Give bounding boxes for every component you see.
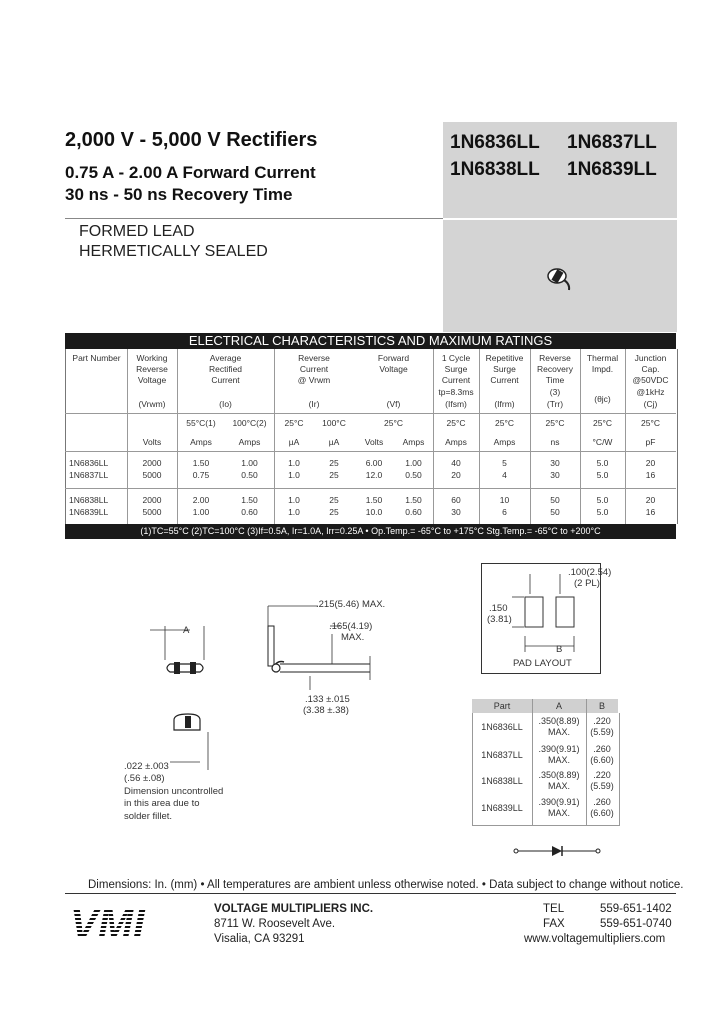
diode-package-icon [540, 262, 580, 294]
cond: 25°C [495, 418, 514, 428]
website-link[interactable]: www.voltagemultipliers.com [524, 933, 666, 945]
col-header: Surge [444, 364, 468, 374]
col-header: Current [299, 364, 329, 374]
part-table-b: .220 [593, 770, 611, 780]
col-header: Cap. [641, 364, 660, 374]
table-cell: 5.0 [596, 458, 609, 468]
note-line-3: solder fillet. [124, 811, 173, 822]
dim-a-label: A [183, 625, 190, 636]
subtitle-current: 0.75 A - 2.00 A Forward Current [65, 163, 316, 182]
part-table-a-max: MAX. [547, 755, 570, 765]
table-cell: 2.00 [192, 495, 210, 505]
col-header: @50VDC [632, 375, 669, 385]
vmi-logo [68, 902, 204, 942]
cond: 25°C [641, 418, 660, 428]
col-header: Working [136, 353, 168, 363]
part-table-b: .260 [593, 744, 611, 754]
table-cell: 5000 [142, 507, 162, 517]
table-cell: 30 [550, 458, 560, 468]
unit: µA [328, 437, 340, 447]
pad-2pl-label: (2 PL) [574, 578, 600, 589]
table-cell: 10 [499, 495, 510, 505]
part-table-b-mm: (6.60) [590, 755, 614, 765]
part-number-2: 1N6837LL [567, 132, 657, 153]
dim-215-label: .215(5.46) MAX. [316, 599, 386, 610]
col-header: Rectified [208, 364, 243, 374]
table-cell: 16 [645, 470, 656, 480]
table-cell: 5.0 [596, 495, 609, 505]
table-cell: 1.50 [405, 495, 422, 505]
unit: Amps [402, 437, 425, 447]
cond: 25°C [384, 418, 403, 428]
table-cell: 16 [645, 507, 656, 517]
cond: 25°C [593, 418, 612, 428]
unit: Amps [190, 437, 212, 447]
note-line-2: in this area due to [124, 798, 200, 809]
col-header: Voltage [137, 375, 167, 385]
table-cell: 5000 [142, 470, 162, 480]
unit: Amps [238, 437, 261, 447]
fax-number: 559-651-0740 [600, 918, 672, 930]
part-number-1: 1N6836LL [450, 132, 540, 153]
pad-381-label: (3.81) [487, 614, 512, 625]
table-cell: 25 [329, 507, 339, 517]
table-cell: 5 [502, 458, 507, 468]
table-title: ELECTRICAL CHARACTERISTICS AND MAXIMUM RATINGS [65, 333, 676, 349]
unit: Amps [493, 437, 516, 447]
cond: 25°C [284, 418, 304, 428]
part-table-b-mm: (5.59) [590, 727, 614, 737]
table-cell: 20 [451, 470, 461, 480]
note-line-1: Dimension uncontrolled [124, 786, 224, 797]
cond: 100°C [322, 418, 346, 428]
col-header: Average [209, 353, 242, 363]
table-footnote: (1)TC=55°C (2)TC=100°C (3)If=0.5A, Ir=1.0A, Irr=0.25A • Op.Temp.= -65°C to +175°C Stg.Temp.= -65°C to +200°C [65, 524, 676, 539]
part-table-a: .350(8.89) [538, 770, 580, 780]
part-table-a-max: MAX. [547, 781, 570, 791]
dim-133-label: .133 ±.015 [305, 694, 350, 705]
diode-band-right [190, 662, 196, 674]
vmi-logo-text: VMI [70, 902, 145, 942]
tel-label: TEL [543, 903, 565, 915]
col-header: Reverse [539, 353, 571, 363]
part-table-header-b: B [598, 701, 605, 711]
unit: Volts [142, 437, 162, 447]
feature-formed-lead: FORMED LEAD [79, 223, 195, 240]
col-header: Recovery [537, 364, 573, 374]
table-cell: 1.00 [192, 507, 210, 517]
table-row-part: 1N6839LL [69, 507, 109, 517]
col-header: (Vrwm) [138, 399, 166, 409]
dim-133-mm-label: (3.38 ±.38) [303, 705, 349, 716]
table-cell: 1.0 [288, 458, 300, 468]
table-cell: 50 [550, 495, 560, 505]
cond: 55°C(1) [186, 418, 216, 428]
diode-symbol-icon [512, 843, 602, 859]
table-cell: 1.0 [288, 507, 300, 517]
pad-right [556, 597, 574, 627]
feature-hermetic: HERMETICALLY SEALED [79, 243, 268, 260]
table-cell: 1.0 [288, 495, 300, 505]
lead-end [272, 664, 280, 672]
table-row-part: 1N6838LL [69, 495, 109, 505]
col-header: Voltage [379, 364, 408, 374]
unit: Volts [364, 437, 384, 447]
table-cell: 0.60 [241, 507, 258, 517]
unit: µA [288, 437, 300, 447]
table-cell: 40 [451, 458, 461, 468]
col-header: (Io) [219, 399, 232, 409]
part-table-b-mm: (5.59) [590, 781, 614, 791]
row-sep [65, 451, 676, 452]
dim-022-label: .022 ±.003 [124, 761, 169, 772]
part-table-part: 1N6839LL [481, 803, 523, 813]
lead-body [268, 626, 274, 666]
table-cell: 2000 [142, 458, 162, 468]
table-cell: 0.50 [241, 470, 258, 480]
footer-note: Dimensions: In. (mm) • All temperatures are ambient unless otherwise noted. • Data subject to change without notice. [88, 879, 684, 891]
table-cell: 0.75 [192, 470, 210, 480]
col-header-part: Part Number [72, 353, 121, 363]
row-sep [65, 413, 676, 414]
part-table-b: .220 [593, 716, 611, 726]
part-table-header-a: A [555, 701, 562, 711]
tel-number: 559-651-1402 [600, 903, 672, 915]
cond: 100°C(2) [232, 418, 267, 428]
table-row-part: 1N6836LL [69, 458, 109, 468]
part-table-a: .350(8.89) [538, 716, 580, 726]
col-header: Forward [377, 353, 410, 363]
table-cell: 1.0 [288, 470, 300, 480]
unit: pF [645, 437, 656, 447]
table-cell: 25 [329, 470, 339, 480]
company-address-2: Visalia, CA 93291 [214, 933, 305, 945]
company-address-1: 8711 W. Roosevelt Ave. [214, 918, 336, 930]
col-header: Surge [493, 364, 516, 374]
unit: °C/W [592, 437, 613, 447]
col-header: @ Vrwm [297, 375, 331, 385]
part-table-b-mm: (6.60) [590, 808, 614, 818]
col-header: (Vf) [386, 399, 401, 409]
part-table-part: 1N6836LL [481, 722, 523, 732]
table-cell: 60 [451, 495, 461, 505]
row-sep [65, 488, 676, 489]
col-header: 1 Cycle [441, 353, 471, 363]
table-cell: 5.0 [596, 470, 609, 480]
table-cell: 10.0 [365, 507, 383, 517]
col-header: Current [490, 375, 519, 385]
cond: 25°C [446, 418, 466, 428]
part-table-part: 1N6837LL [481, 750, 523, 760]
col-header: (θjc) [594, 394, 611, 404]
page-title: 2,000 V - 5,000 V Rectifiers [65, 129, 318, 151]
table-cell: 2000 [142, 495, 162, 505]
unit: ns [550, 437, 560, 447]
col-header: (Ifsm) [445, 399, 467, 409]
table-cell: 1.00 [405, 458, 422, 468]
company-name: VOLTAGE MULTIPLIERS INC. [214, 903, 374, 915]
col-header: Time [545, 375, 565, 385]
part-table-header-part: Part [493, 701, 511, 711]
outline-drawing [100, 590, 430, 790]
table-cell: 20 [645, 495, 656, 505]
col-header: Reverse [136, 364, 168, 374]
col-header: tp=8.3ms [438, 387, 474, 397]
col-header: Current [211, 375, 240, 385]
col-header: Junction [634, 353, 667, 363]
col-header: (3) [549, 387, 561, 397]
table-cell: 25 [329, 458, 339, 468]
table-cell: 20 [645, 458, 656, 468]
table-cell: 1.50 [241, 495, 258, 505]
pad-100-label: .100(2.54) [568, 567, 612, 578]
col-header: Repetitive [485, 353, 524, 363]
part-table-part: 1N6838LL [481, 776, 523, 786]
part-table-a-max: MAX. [547, 808, 570, 818]
part-table-a: .390(9.91) [538, 744, 580, 754]
table-cell: 4 [502, 470, 507, 480]
subtitle-recovery: 30 ns - 50 ns Recovery Time [65, 185, 293, 204]
col-header: (Ifrm) [494, 399, 515, 409]
part-table-a-max: MAX. [547, 727, 570, 737]
table-cell: 25 [329, 495, 339, 505]
table-cell: 1.50 [192, 458, 210, 468]
header-rule [65, 218, 443, 219]
part-number-4: 1N6839LL [567, 159, 657, 180]
dim-165-label: .165(4.19) [329, 621, 373, 632]
pad-150-label: .150 [489, 603, 508, 614]
table-cell: 1.00 [241, 458, 258, 468]
pad-left [525, 597, 543, 627]
part-panel-divider [443, 218, 677, 220]
fax-label: FAX [543, 918, 565, 930]
table-cell: 50 [550, 507, 560, 517]
diode-cathode-band [174, 662, 180, 674]
table-cell: 6 [502, 507, 507, 517]
part-number-3: 1N6838LL [450, 159, 540, 180]
col-header: (Cj) [643, 399, 658, 409]
table-cell: 6.00 [365, 458, 383, 468]
table-cell: 0.60 [405, 507, 422, 517]
footer-rule [65, 893, 676, 894]
cond: 25°C [545, 418, 565, 428]
diode-lower-band [185, 716, 191, 728]
dim-022-mm-label: (.56 ±.08) [124, 773, 165, 784]
col-header: (Trr) [546, 399, 564, 409]
col-header: Thermal [586, 353, 619, 363]
col-header: Impd. [591, 364, 614, 374]
dim-165-max-label: MAX. [341, 632, 365, 643]
table-cell: 30 [550, 470, 560, 480]
pad-layout-title: PAD LAYOUT [513, 658, 572, 669]
table-cell: 5.0 [596, 507, 609, 517]
unit: Amps [445, 437, 467, 447]
col-header: (Ir) [308, 399, 320, 409]
col-header: @1kHz [636, 387, 665, 397]
col-header: Current [441, 375, 471, 385]
pad-b-label: B [556, 644, 563, 655]
diode-body-top [167, 664, 203, 672]
table-cell: 0.50 [405, 470, 422, 480]
table-cell: 30 [451, 507, 461, 517]
table-row-part: 1N6837LL [69, 470, 109, 480]
part-table-a: .390(9.91) [538, 797, 580, 807]
table-cell: 12.0 [365, 470, 383, 480]
col-header: Reverse [298, 353, 330, 363]
table-cell: 1.50 [365, 495, 383, 505]
part-table-b: .260 [593, 797, 611, 807]
